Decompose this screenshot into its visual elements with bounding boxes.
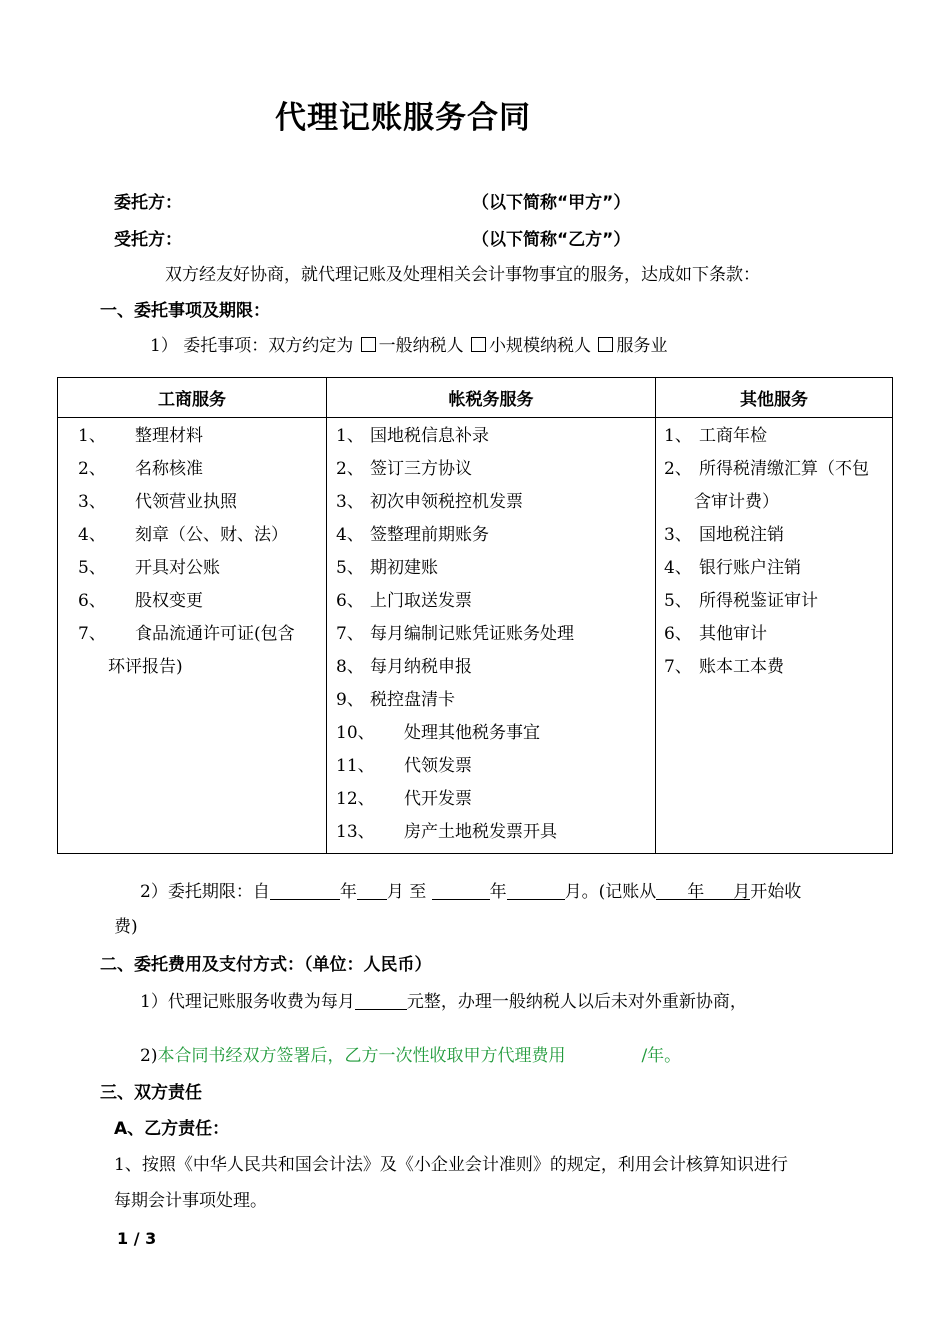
section1-heading: 一、委托事项及期限： <box>100 301 270 321</box>
list-item: 7、 每月编制记账凭证账务处理 <box>336 624 574 644</box>
header-business-services: 工商服务 <box>58 378 327 418</box>
term-year-1: 年 <box>339 882 357 902</box>
fee-label: 1）代理记账服务收费为每月 <box>140 992 355 1012</box>
list-item: 1、 国地税信息补录 <box>336 426 489 446</box>
term-year-2: 年 <box>489 882 507 902</box>
section1-item1 <box>150 331 667 356</box>
list-item: 5、 期初建账 <box>336 558 438 578</box>
end-month-blank[interactable] <box>507 881 565 900</box>
list-item: 5、 开具对公账 <box>78 558 220 578</box>
list-item: 7、 账本工本费 <box>664 657 784 677</box>
term-line <box>140 877 801 902</box>
list-item: 4、 刻章（公、财、法） <box>78 525 288 545</box>
fee-paragraph-2 <box>140 1041 681 1066</box>
fee-text: 元整，办理一般纳税人以后未对外重新协商， <box>406 992 747 1012</box>
list-item: 8、 每月纳税申报 <box>336 657 472 677</box>
fee-paragraph-1 <box>140 987 747 1012</box>
responsibility-1-line2: 每期会计事项处理。 <box>114 1191 267 1211</box>
item1-prefix: 1） 委托事项：双方约定为 <box>150 336 354 356</box>
header-other-services: 其他服务 <box>656 378 893 418</box>
services-table <box>57 377 893 854</box>
term-month-2: 月。(记账从 <box>564 882 657 902</box>
term-start-billing: 开始收 <box>750 882 802 902</box>
option-small-taxpayer: 小规模纳税人 <box>489 336 592 356</box>
end-year-blank[interactable] <box>432 881 490 900</box>
term-month-to: 月 至 <box>386 882 427 902</box>
list-item: 3、 代领营业执照 <box>78 492 237 512</box>
billing-month: 月 <box>733 882 751 902</box>
list-item: 4、 签整理前期账务 <box>336 525 489 545</box>
col-business-services <box>58 418 327 854</box>
list-item: 3、 国地税注销 <box>664 525 784 545</box>
start-year-blank[interactable] <box>270 881 340 900</box>
checkbox-small-taxpayer[interactable] <box>471 337 486 352</box>
party-a-note: （以下简称“甲方”） <box>472 193 631 213</box>
fee2-per-year: /年。 <box>641 1046 682 1066</box>
list-item: 6、 股权变更 <box>78 591 203 611</box>
fee2-text: 本合同书经双方签署后，乙方一次性收取甲方代理费用 <box>157 1046 566 1066</box>
term-label: 2）委托期限：自 <box>140 882 270 902</box>
checkbox-service-industry[interactable] <box>598 337 613 352</box>
section3-heading: 三、双方责任 <box>100 1083 202 1103</box>
list-item: 1、 工商年检 <box>664 426 767 446</box>
header-tax-services: 帐税务服务 <box>327 378 656 418</box>
option-general-taxpayer: 一般纳税人 <box>378 336 464 356</box>
intro-paragraph: 双方经友好协商，就代理记账及处理相关会计事物事宜的服务，达成如下条款： <box>165 265 760 285</box>
list-item: 6、 其他审计 <box>664 624 767 644</box>
list-item: 7、 食品流通许可证(包含 <box>78 624 295 644</box>
list-item: 12、 代开发票 <box>336 789 472 809</box>
option-service-industry: 服务业 <box>616 336 668 356</box>
party-b-responsibilities: A、乙方责任： <box>114 1119 230 1139</box>
section2-heading: 二、委托费用及支付方式：（单位：人民币） <box>100 955 432 975</box>
party-b-note: （以下简称“乙方”） <box>472 230 631 250</box>
billing-year: 年 <box>687 882 705 902</box>
col-other-services <box>656 418 893 854</box>
responsibility-1-line1: 1、按照《中华人民共和国会计法》及《小企业会计准则》的规定，利用会计核算知识进行 <box>114 1155 788 1175</box>
monthly-fee-blank[interactable] <box>355 991 407 1010</box>
page-title: 代理记账服务合同 <box>275 100 531 136</box>
start-month-blank[interactable] <box>357 881 387 900</box>
list-item: 13、 房产土地税发票开具 <box>336 822 557 842</box>
list-item: 2、 名称核准 <box>78 459 203 479</box>
list-item: 10、 处理其他税务事宜 <box>336 723 540 743</box>
page-number: 1 / 3 <box>117 1229 157 1248</box>
fee2-number: 2) <box>140 1046 158 1066</box>
list-item: 2、 所得税清缴汇算（不包 <box>664 459 869 479</box>
list-item-continued: 含审计费） <box>694 492 779 512</box>
list-item: 9、 税控盘清卡 <box>336 690 455 710</box>
party-b-label: 受托方： <box>114 230 182 250</box>
checkbox-general-taxpayer[interactable] <box>361 337 376 352</box>
list-item-continued: 环评报告) <box>108 657 183 677</box>
term-line-end: 费) <box>114 917 138 937</box>
list-item: 3、 初次申领税控机发票 <box>336 492 523 512</box>
party-a-label: 委托方： <box>114 193 182 213</box>
list-item: 11、 代领发票 <box>336 756 472 776</box>
billing-start-blank[interactable] <box>656 881 750 900</box>
list-item: 6、 上门取送发票 <box>336 591 472 611</box>
list-item: 5、 所得税鉴证审计 <box>664 591 818 611</box>
list-item: 1、 整理材料 <box>78 426 203 446</box>
list-item: 2、 签订三方协议 <box>336 459 472 479</box>
list-item: 4、 银行账户注销 <box>664 558 801 578</box>
col-tax-services <box>327 418 656 854</box>
